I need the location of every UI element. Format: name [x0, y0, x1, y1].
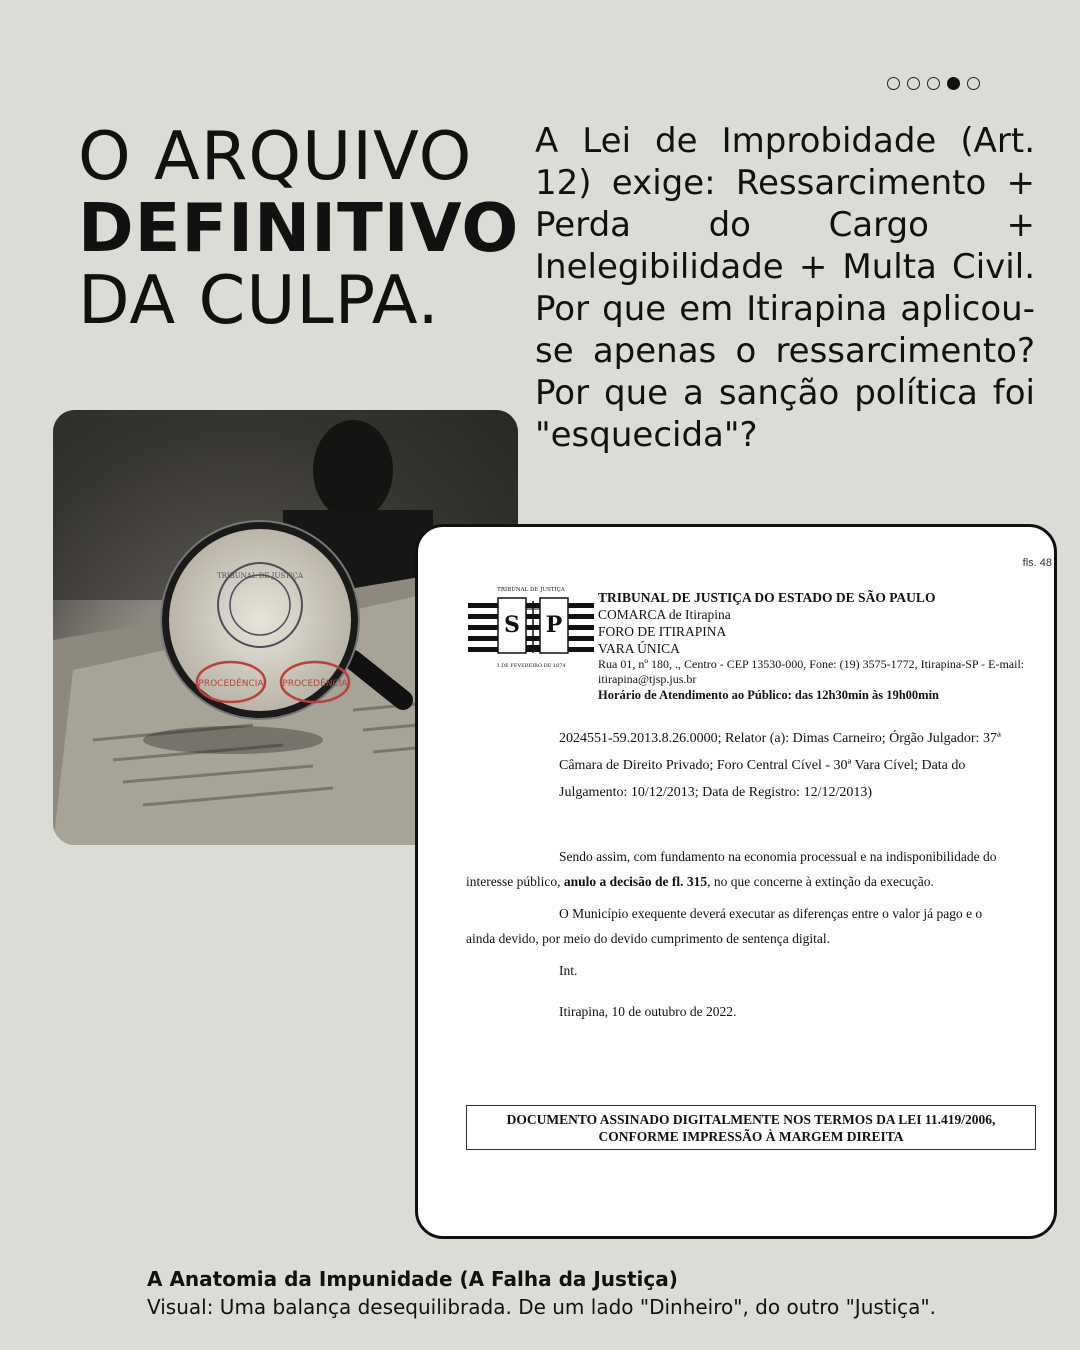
headline-line-1: O ARQUIVO: [78, 117, 473, 195]
seal-text: TRIBUNAL DE JUSTIÇA: [216, 572, 304, 580]
paragraph-1-end: , no que concerne à extinção da execução.: [707, 874, 934, 889]
comarca: COMARCA de Itirapina: [598, 607, 731, 622]
paragraph-1-indent: Sendo assim, com fundamento na economia processual e na indisponibilidade do: [559, 849, 997, 864]
body-text: A Lei de Improbidade (Art. 12) exige: Ressarcimento + Perda do Cargo + Inelegibilidade + Multa Civil. Por que em Itirapina aplicou-se apenas o ressarcimento? Por que a sanção política foi "esquecida"?: [535, 121, 1035, 455]
court-header: [598, 589, 1048, 704]
stamp-text-2: PROCEDÊNCIA: [282, 679, 348, 689]
caption-description: Visual: Uma balança desequilibrada. De um lado "Dinheiro", do outro "Justiça".: [147, 1295, 936, 1319]
signature-line-1: DOCUMENTO ASSINADO DIGITALMENTE NOS TERMOS DA LEI 11.419/2006,: [506, 1112, 996, 1127]
caption: [147, 1265, 936, 1321]
digital-signature-box: [466, 1105, 1036, 1150]
case-reference: 2024551-59.2013.8.26.0000; Relator (a): Dimas Carneiro; Órgão Julgador: 37ª Câmara de Direito Privado; Foro Central Cível - 30ª Vara Cível; Data do Julgamento: 10/12/2013; Data de Registro: 12/12/2013): [559, 731, 1001, 800]
caption-title: A Anatomia da Impunidade (A Falha da Justiça): [147, 1267, 678, 1291]
int-label: Int.: [559, 963, 578, 978]
paragraph-1-start: interesse público,: [466, 874, 564, 889]
carousel-pager: [887, 77, 980, 90]
pager-dot[interactable]: [927, 77, 940, 90]
date-line: Itirapina, 10 de outubro de 2022.: [559, 1004, 737, 1019]
foro: FORO DE ITIRAPINA: [598, 624, 727, 639]
paragraph-1-cont: [466, 869, 1046, 894]
court-hours: Horário de Atendimento ao Público: das 12h30min às 19h00min: [598, 688, 939, 702]
court-address: Rua 01, nº 180, ., Centro - CEP 13530-000, Fone: (19) 3575-1772, Itirapina-SP - E-mail: itirapina@tjsp.jus.br: [598, 657, 1025, 686]
paragraph-1-bold: anulo a decisão de fl. 315: [563, 874, 708, 889]
vara: VARA ÚNICA: [598, 641, 680, 656]
emblem-right-letter: P: [545, 612, 563, 638]
stamp-text: PROCEDÊNCIA: [198, 679, 264, 689]
court-document: [415, 524, 1057, 1239]
emblem-top-text: TRIBUNAL DE JUSTIÇA: [497, 587, 565, 593]
headline: [78, 117, 528, 339]
pager-dot-active[interactable]: [947, 77, 960, 90]
headline-line-2: DEFINITIVO: [78, 189, 520, 267]
page-reference: fls. 48: [1022, 557, 1052, 569]
paragraph-2-cont: ainda devido, por meio do devido cumprimento de sentença digital.: [466, 931, 831, 946]
signature-line-2: CONFORME IMPRESSÃO À MARGEM DIREITA: [598, 1129, 904, 1144]
tjsp-emblem-icon: [468, 581, 594, 673]
emblem-left-letter: S: [504, 612, 520, 638]
headline-line-3: DA CULPA.: [78, 261, 440, 339]
court-title: TRIBUNAL DE JUSTIÇA DO ESTADO DE SÃO PAULO: [598, 590, 936, 605]
emblem-bottom-text: 3 DE FEVEREIRO DE 1874: [496, 663, 566, 669]
paragraph-2-indent: O Município exequente deverá executar as diferenças entre o valor já pago e o: [559, 906, 983, 921]
pager-dot[interactable]: [907, 77, 920, 90]
pager-dot[interactable]: [887, 77, 900, 90]
pager-dot[interactable]: [967, 77, 980, 90]
